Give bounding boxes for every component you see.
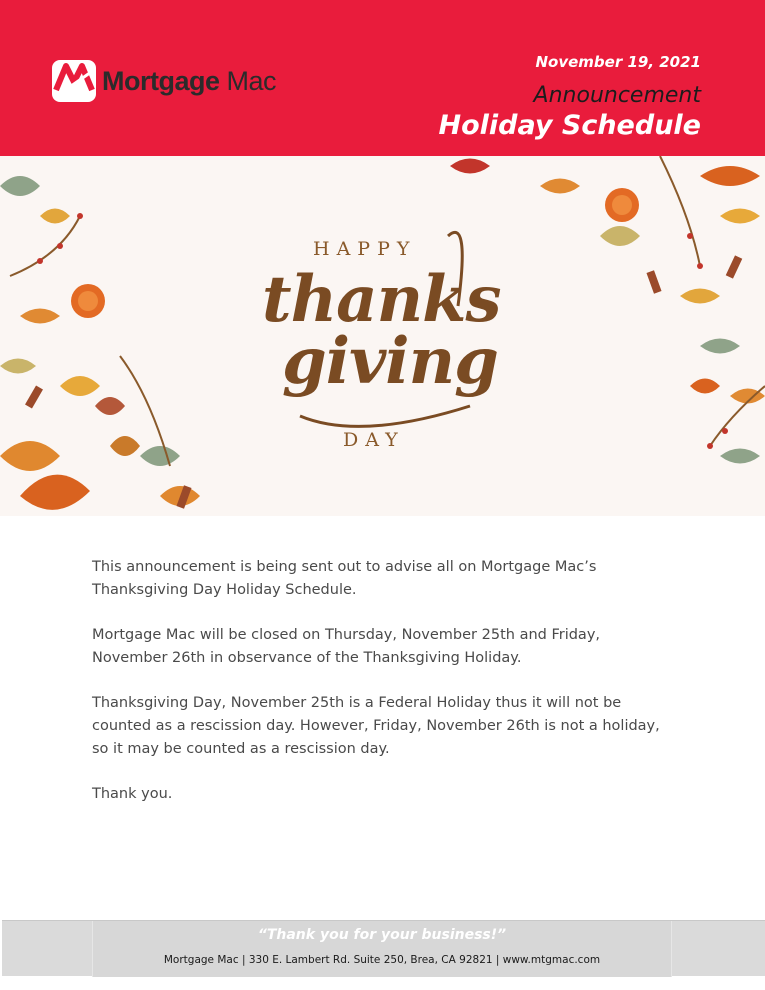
company-logo: [52, 60, 276, 102]
berry-branch-icon: [10, 213, 170, 466]
body-paragraph: Thank you.: [92, 786, 173, 802]
logo-mark-icon: [52, 60, 96, 102]
cinnamon-stick-icon: [646, 255, 742, 293]
logo-text: [102, 66, 276, 97]
announcement-body: [92, 556, 677, 828]
autumn-leaf-icon: [0, 176, 200, 510]
logo-text-strong: Mortgage: [102, 65, 220, 96]
banner-giving-text: giving: [282, 324, 498, 399]
berry-branch-icon: [660, 156, 765, 449]
footer-address: Mortgage Mac | 330 E. Lambert Rd. Suite 250, Brea, CA 92821 | www.mtgmac.com: [163, 954, 601, 966]
body-paragraph: Thanksgiving Day, November 25th is a Federal Holiday thus it will not be counted as a rescission day. However, Friday, November 26th is not a holiday, so it may be counted as a rescission day.: [92, 695, 660, 757]
announcement-date: November 19, 2021: [535, 53, 701, 71]
body-paragraph: This announcement is being sent out to advise all on Mortgage Mac’s Thanksgiving Day Holiday Schedule.: [92, 559, 597, 598]
header-bar: [0, 0, 765, 156]
logo-text-light: Mac: [219, 65, 277, 96]
banner-day-text: DAY: [343, 429, 405, 451]
footer-inner: [92, 921, 672, 977]
thanksgiving-banner: [0, 156, 765, 516]
body-paragraph: Mortgage Mac will be closed on Thursday, November 25th and Friday, November 26th in observance of the Thanksgiving Holiday.: [92, 627, 601, 666]
banner-thanks-text: thanks: [262, 262, 501, 337]
footer-quote: “Thank you for your business!”: [257, 927, 507, 943]
pumpkin-icon: [71, 284, 105, 318]
announcement-kicker: Announcement: [533, 83, 701, 108]
pumpkin-icon: [605, 188, 639, 222]
banner-happy-text: HAPPY: [313, 238, 417, 260]
footer-bar: [2, 920, 765, 976]
announcement-title: Holiday Schedule: [438, 110, 701, 141]
